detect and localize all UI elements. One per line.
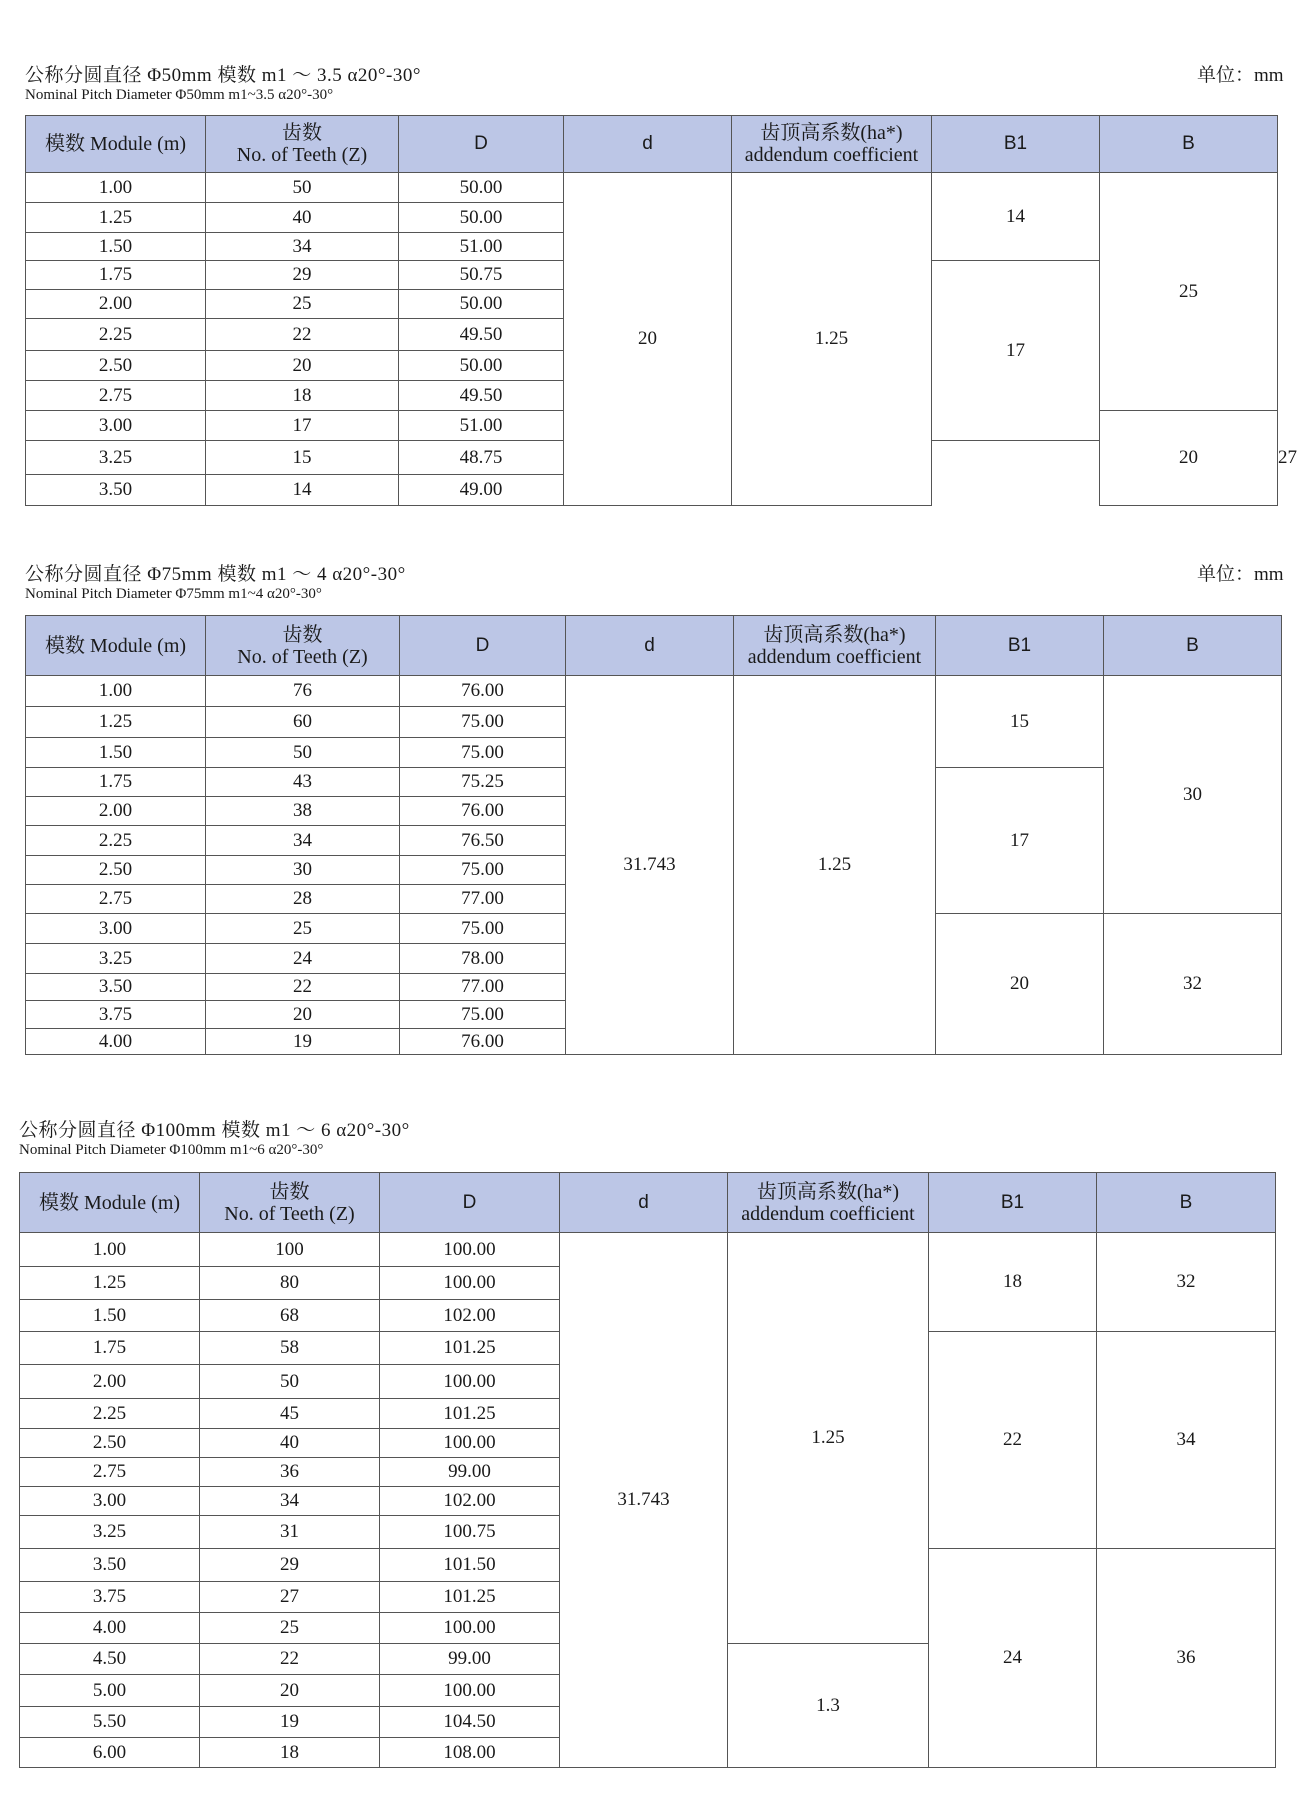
cell-teeth: 50 [206,738,400,768]
cell-D: 48.75 [399,441,564,475]
cell-teeth: 38 [206,797,400,826]
cell-addendum: 1.25 [732,173,932,506]
cell-module: 2.75 [26,381,206,411]
cell-B1: 14 [932,173,1100,261]
cell-module: 5.00 [20,1675,200,1707]
cell-teeth: 29 [206,261,399,290]
cell-module: 3.00 [20,1487,200,1516]
cell-D: 101.25 [380,1332,560,1365]
cell-D: 76.00 [400,1029,566,1055]
cell-teeth: 20 [200,1675,380,1707]
cell-teeth: 50 [200,1365,380,1399]
header-teeth-zh: 齿数 [282,623,323,646]
cell-D: 75.00 [400,914,566,944]
cell-D: 75.25 [400,768,566,797]
cell-module: 3.75 [26,1001,206,1029]
cell-D: 77.00 [400,885,566,914]
cell-teeth: 34 [206,826,400,856]
cell-module: 1.00 [26,676,206,707]
cell-teeth: 43 [206,768,400,797]
cell-D: 101.25 [380,1399,560,1429]
cell-teeth: 31 [200,1516,380,1549]
table2-unit: 单位：mm [1197,564,1284,585]
cell-module: 2.50 [26,351,206,381]
cell-D: 100.00 [380,1429,560,1458]
cell-D: 100.75 [380,1516,560,1549]
cell-module: 2.00 [26,290,206,319]
cell-teeth: 24 [206,944,400,974]
header-addendum [732,116,932,173]
cell-D: 100.00 [380,1267,560,1300]
cell-module: 2.00 [20,1365,200,1399]
cell-B: 30 [1104,676,1282,914]
table2-title-zh: 公称分圆直径 Φ75mm 模数 m1 ～ 4 α20°-30° [25,564,406,585]
table3-title-zh: 公称分圆直径 Φ100mm 模数 m1 ～ 6 α20°-30° [19,1120,410,1141]
cell-d: 31.743 [560,1233,728,1768]
table-row [26,173,1278,203]
cell-module: 3.50 [20,1549,200,1582]
cell-teeth: 18 [200,1738,380,1768]
table2-title-en: Nominal Pitch Diameter Φ75mm m1~4 α20°-30° [25,586,322,602]
cell-D: 75.00 [400,1001,566,1029]
cell-addendum: 1.25 [734,676,936,1055]
cell-d: 31.743 [566,676,734,1055]
cell-D: 76.00 [400,676,566,707]
cell-D: 75.00 [400,707,566,738]
cell-D: 100.00 [380,1365,560,1399]
cell-teeth: 29 [200,1549,380,1582]
cell-D: 49.00 [399,475,564,506]
cell-B: 25 [1100,173,1278,411]
cell-teeth: 20 [206,351,399,381]
header-D: D [399,116,564,173]
cell-teeth: 36 [200,1458,380,1487]
cell-D: 102.00 [380,1487,560,1516]
cell-D: 76.00 [400,797,566,826]
cell-D: 101.50 [380,1549,560,1582]
cell-module: 1.50 [26,738,206,768]
cell-module: 1.00 [20,1233,200,1267]
header-teeth [200,1173,380,1233]
cell-B1: 20 [1100,411,1278,506]
header-teeth [206,616,400,676]
header-teeth-en: No. of Teeth (Z) [236,144,368,166]
header-addendum [728,1173,929,1233]
header-addendum-en: addendum coefficient [744,144,919,166]
table3 [19,1172,1276,1768]
cell-module: 4.00 [26,1029,206,1055]
cell-B: 34 [1097,1332,1276,1549]
cell-module: 1.50 [26,233,206,261]
header-B1: B1 [932,116,1100,173]
cell-B1: 24 [929,1549,1097,1768]
cell-teeth: 25 [206,914,400,944]
cell-D: 51.00 [399,411,564,441]
cell-module: 3.50 [26,475,206,506]
cell-module: 1.25 [26,203,206,233]
header-addendum [734,616,936,676]
cell-D: 99.00 [380,1458,560,1487]
cell-teeth: 34 [200,1487,380,1516]
cell-teeth: 25 [200,1613,380,1644]
table3-header-row [20,1173,1276,1233]
cell-teeth: 80 [200,1267,380,1300]
header-module: 模数 Module (m) [20,1173,200,1233]
header-D: D [400,616,566,676]
table-row [20,1233,1276,1267]
cell-teeth: 20 [206,1001,400,1029]
cell-teeth: 68 [200,1300,380,1332]
cell-module: 2.75 [20,1458,200,1487]
header-d: d [564,116,732,173]
cell-teeth: 22 [206,974,400,1001]
cell-D: 51.00 [399,233,564,261]
cell-D: 50.75 [399,261,564,290]
header-B1: B1 [929,1173,1097,1233]
cell-B1: 20 [936,914,1104,1055]
cell-module: 3.00 [26,914,206,944]
cell-module: 1.75 [20,1332,200,1365]
cell-teeth: 22 [200,1644,380,1675]
cell-teeth: 60 [206,707,400,738]
cell-module: 1.00 [26,173,206,203]
cell-module: 3.50 [26,974,206,1001]
cell-B: 32 [1104,914,1282,1055]
cell-teeth: 28 [206,885,400,914]
cell-D: 100.00 [380,1675,560,1707]
cell-D: 104.50 [380,1707,560,1738]
cell-teeth: 30 [206,856,400,885]
cell-module: 4.50 [20,1644,200,1675]
cell-D: 75.00 [400,738,566,768]
cell-D: 77.00 [400,974,566,1001]
cell-teeth: 100 [200,1233,380,1267]
cell-D: 108.00 [380,1738,560,1768]
cell-D: 100.00 [380,1613,560,1644]
cell-B: 36 [1097,1549,1276,1768]
cell-module: 1.25 [20,1267,200,1300]
cell-teeth: 58 [200,1332,380,1365]
cell-D: 49.50 [399,319,564,351]
table1 [25,115,1297,506]
header-module: 模数 Module (m) [26,116,206,173]
header-module: 模数 Module (m) [26,616,206,676]
cell-module: 1.50 [20,1300,200,1332]
cell-D: 101.25 [380,1582,560,1613]
header-d: d [560,1173,728,1233]
table1-unit: 单位：mm [1197,65,1284,86]
cell-module: 1.75 [26,261,206,290]
cell-B1: 18 [929,1233,1097,1332]
cell-addendum: 1.25 [728,1233,929,1644]
cell-module: 1.25 [26,707,206,738]
cell-d: 20 [564,173,732,506]
table2-header-row [26,616,1282,676]
cell-B1: 22 [929,1332,1097,1549]
cell-teeth: 40 [200,1429,380,1458]
cell-D: 50.00 [399,351,564,381]
cell-D: 50.00 [399,173,564,203]
cell-D: 102.00 [380,1300,560,1332]
cell-teeth: 14 [206,475,399,506]
cell-module: 4.00 [20,1613,200,1644]
cell-module: 2.25 [20,1399,200,1429]
header-B: B [1097,1173,1276,1233]
cell-B1: 17 [936,768,1104,914]
cell-B1: 17 [932,261,1100,441]
cell-module: 3.25 [26,441,206,475]
cell-module: 6.00 [20,1738,200,1768]
cell-module: 2.00 [26,797,206,826]
cell-teeth: 17 [206,411,399,441]
cell-module: 2.75 [26,885,206,914]
cell-module: 1.75 [26,768,206,797]
header-d: d [566,616,734,676]
cell-module: 5.50 [20,1707,200,1738]
cell-B: 32 [1097,1233,1276,1332]
cell-D: 75.00 [400,856,566,885]
header-addendum-zh: 齿顶高系数(ha*) [760,122,903,144]
header-D: D [380,1173,560,1233]
cell-D: 50.00 [399,203,564,233]
header-B: B [1104,616,1282,676]
cell-module: 2.50 [20,1429,200,1458]
header-addendum-zh: 齿顶高系数(ha*) [756,1180,900,1203]
table1-header-row [26,116,1278,173]
cell-teeth: 27 [200,1582,380,1613]
header-B: B [1100,116,1278,173]
cell-D: 78.00 [400,944,566,974]
header-teeth-zh: 齿数 [282,122,322,144]
cell-D: 76.50 [400,826,566,856]
cell-module: 3.25 [20,1516,200,1549]
table-row: 3.00 17 51.00 20 27 [26,411,1278,441]
table1-title-en: Nominal Pitch Diameter Φ50mm m1~3.5 α20°-30° [25,87,334,103]
cell-D: 100.00 [380,1233,560,1267]
cell-D: 99.00 [380,1644,560,1675]
header-addendum-en: addendum coefficient [747,645,922,668]
cell-teeth: 34 [206,233,399,261]
table1-title-zh: 公称分圆直径 Φ50mm 模数 m1 ～ 3.5 α20°-30° [25,65,421,86]
cell-teeth: 40 [206,203,399,233]
header-teeth-zh: 齿数 [269,1180,310,1203]
header-B1: B1 [936,616,1104,676]
cell-module: 2.50 [26,856,206,885]
cell-module: 3.25 [26,944,206,974]
table3-title-en: Nominal Pitch Diameter Φ100mm m1~6 α20°-30° [19,1142,324,1158]
cell-addendum: 1.3 [728,1644,929,1768]
header-teeth-en: No. of Teeth (Z) [237,645,368,668]
cell-teeth: 15 [206,441,399,475]
cell-B1: 15 [936,676,1104,768]
cell-module: 3.00 [26,411,206,441]
header-teeth-en: No. of Teeth (Z) [224,1202,355,1225]
header-teeth [206,116,399,173]
cell-teeth: 45 [200,1399,380,1429]
header-addendum-zh: 齿顶高系数(ha*) [763,623,906,646]
cell-teeth: 50 [206,173,399,203]
cell-D: 49.50 [399,381,564,411]
cell-teeth: 19 [200,1707,380,1738]
cell-D: 50.00 [399,290,564,319]
header-addendum-en: addendum coefficient [741,1202,915,1225]
cell-teeth: 19 [206,1029,400,1055]
cell-module: 2.25 [26,319,206,351]
cell-teeth: 18 [206,381,399,411]
cell-teeth: 25 [206,290,399,319]
cell-teeth: 22 [206,319,399,351]
table-row [26,676,1282,707]
cell-module: 2.25 [26,826,206,856]
cell-module: 3.75 [20,1582,200,1613]
table2 [25,615,1282,1055]
cell-teeth: 76 [206,676,400,707]
